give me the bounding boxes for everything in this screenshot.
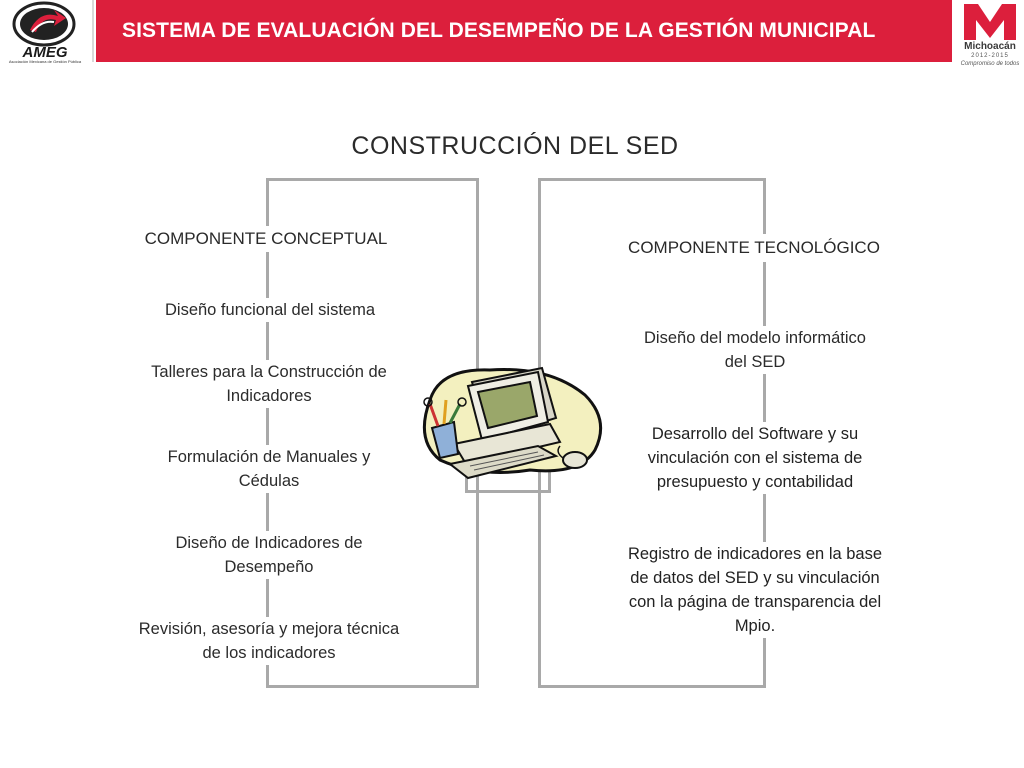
- left-bracket-top: [266, 178, 478, 181]
- computer-clipart-icon: [410, 360, 610, 495]
- left-item-5: Revisión, asesoría y mejora técnica de los indicadores: [136, 617, 402, 665]
- left-item-2: Talleres para la Construcción de Indicadores: [136, 360, 402, 408]
- left-column-heading: COMPONENTE CONCEPTUAL: [118, 226, 414, 252]
- michoacan-logo-icon: [956, 0, 1024, 42]
- left-bracket-side: [266, 178, 269, 688]
- ameg-logo-subtitle: Asociación Mexicana de Gestión Pública: [8, 59, 82, 64]
- right-item-2: Desarrollo del Software y su vinculación con el sistema de presupuesto y contabilidad: [620, 422, 890, 494]
- right-item-1: Diseño del modelo informático del SED: [640, 326, 870, 374]
- ameg-logo-icon: [0, 0, 90, 48]
- right-bracket-top: [538, 178, 766, 181]
- ameg-logo-label: AMEG: [22, 44, 68, 61]
- right-item-3: Registro de indicadores en la base de datos del SED y su vinculación con la página de transparencia del Mpio.: [620, 542, 890, 638]
- michoacan-logo-years: 2012-2015: [971, 53, 1009, 59]
- michoacan-logo-label: Michoacán: [964, 41, 1016, 52]
- header-bar: [96, 0, 952, 62]
- left-item-4: Diseño de Indicadores de Desempeño: [136, 531, 402, 579]
- ameg-logo: [0, 0, 90, 66]
- michoacan-logo-motto: Compromiso de todos: [960, 61, 1020, 67]
- left-item-3: Formulación de Manuales y Cédulas: [136, 445, 402, 493]
- right-column-heading: COMPONENTE TECNOLÓGICO: [598, 234, 910, 262]
- michoacan-logo: [956, 0, 1024, 70]
- header-divider: [92, 0, 94, 62]
- page-title: CONSTRUCCIÓN DEL SED: [351, 132, 679, 160]
- left-item-1: Diseño funcional del sistema: [130, 298, 410, 322]
- header-title: SISTEMA DE EVALUACIÓN DEL DESEMPEÑO DE LA GESTIÓN MUNICIPAL: [122, 19, 876, 42]
- right-bracket-bottom: [538, 685, 766, 688]
- computer-clipart: [410, 360, 610, 495]
- left-bracket-bottom: [266, 685, 478, 688]
